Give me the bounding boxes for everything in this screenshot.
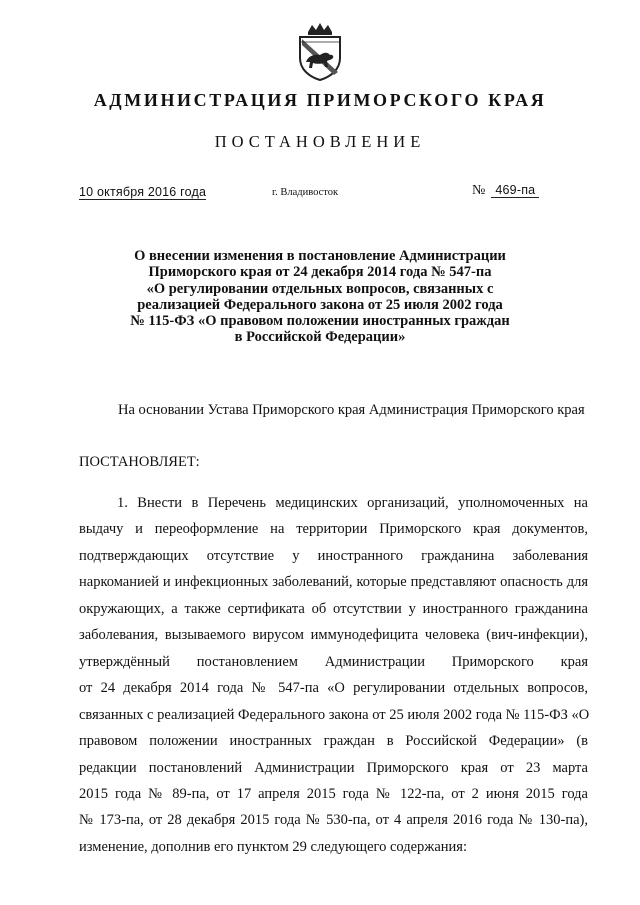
body-line: от 24 декабря 2014 года № 547-па «О регулировании отдельных вопросов, [79, 680, 588, 697]
body-line: 2015 года № 89-па, от 17 апреля 2015 года № 122-па, от 2 июня 2015 года [79, 785, 588, 802]
body-line: подтверждающих отсутствие у иностранного гражданина заболевания [79, 547, 588, 564]
document-number [472, 183, 539, 199]
subject-line: № 115-ФЗ «О правовом положении иностранных граждан [130, 313, 510, 330]
body-line: редакции постановлений Администрации Приморского края от 23 марта [79, 759, 588, 776]
legal-basis: На основании Устава Приморского края Администрация Приморского края [118, 402, 585, 418]
body-line: 1. Внести в Перечень медицинских организаций, уполномоченных на [117, 495, 588, 511]
number-value: 469-па [491, 183, 539, 198]
document-city: г. Владивосток [272, 187, 339, 198]
decree-keyword: ПОСТАНОВЛЯЕТ: [79, 454, 200, 470]
document-date: 10 октября 2016 года [79, 185, 207, 199]
subject-line: Приморского края от 24 декабря 2014 года № 547-па [148, 264, 492, 281]
coat-of-arms-icon [294, 22, 346, 82]
subject-line: О внесении изменения в постановление Администрации [134, 248, 506, 264]
body-line: выдачу и переоформление на территории Приморского края документов, [79, 521, 588, 538]
body-line: заболевания, вызываемого вирусом иммунодефицита человека (вич-инфекции), [79, 627, 588, 644]
document-subject [100, 248, 540, 346]
body-paragraph [79, 490, 588, 860]
body-line: № 173-па, от 28 декабря 2015 года № 530-па, от 4 апреля 2016 года № 130-па), [79, 812, 588, 829]
body-line: утверждённый постановлением Администрации Приморского края [79, 653, 588, 670]
body-line: правовом положении иностранных граждан в Российской Федерации» (в [79, 733, 588, 750]
subject-line: в Российской Федерации» [234, 329, 406, 346]
body-line: окружающих, а также сертификата об отсутствии у иностранного гражданина [79, 600, 588, 617]
body-line: связанных с реализацией Федерального закона от 25 июля 2002 года № 115-ФЗ «О [79, 706, 590, 723]
number-label: № [472, 183, 486, 198]
organization-title: АДМИНИСТРАЦИЯ ПРИМОРСКОГО КРАЯ [93, 90, 547, 110]
subject-line: реализацией Федерального закона от 25 июля 2002 года [137, 296, 503, 313]
subject-line: «О регулировании отдельных вопросов, связанных с [146, 280, 494, 297]
body-line: наркоманией и инфекционных заболеваний, которые представляют опасность для [79, 574, 588, 591]
body-line: изменение, дополнив его пунктом 29 следующего содержания: [79, 838, 467, 855]
document-type: ПОСТАНОВЛЕНИЕ [214, 132, 426, 151]
